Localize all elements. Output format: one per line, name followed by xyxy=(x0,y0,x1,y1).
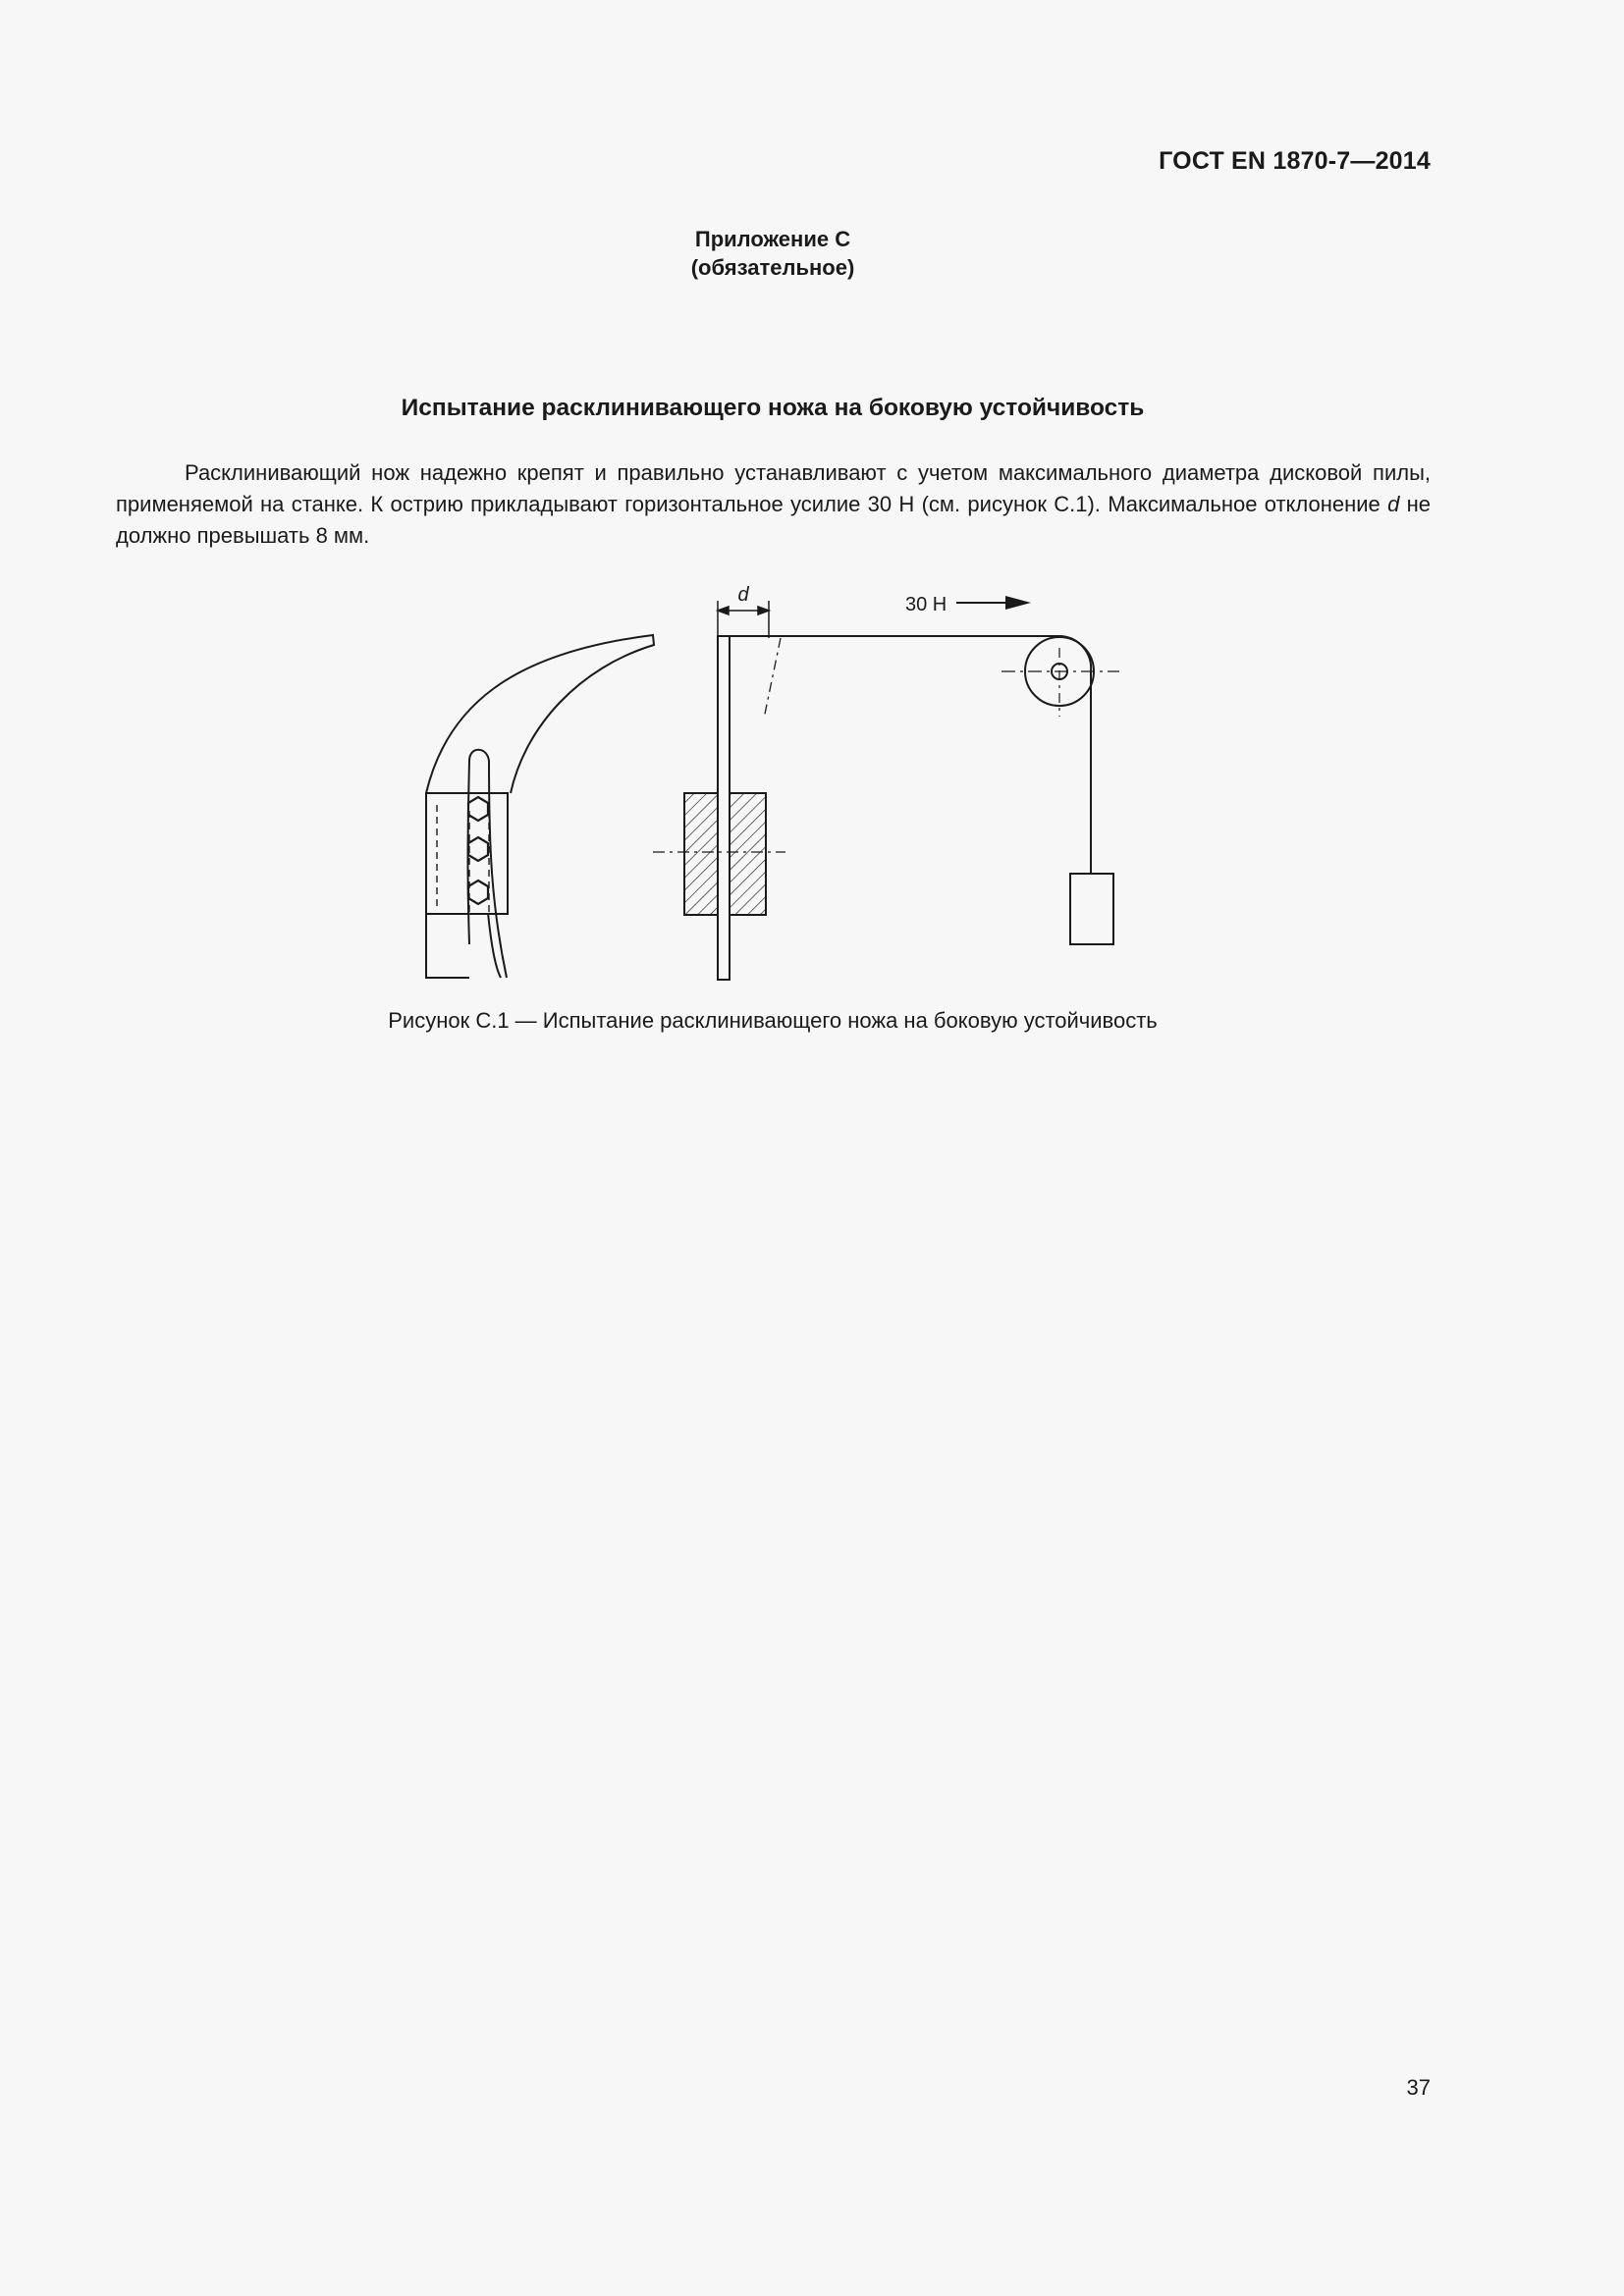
knife-front xyxy=(718,636,730,980)
page-number: 37 xyxy=(1406,2075,1431,2100)
bolt-bottom-icon xyxy=(468,881,488,904)
label-d: d xyxy=(737,584,749,606)
knife-slot xyxy=(468,750,508,978)
clamp-right-hatched xyxy=(730,793,766,915)
knife-tip xyxy=(488,913,501,978)
appendix-heading xyxy=(0,225,1545,282)
bolt-top-icon xyxy=(468,797,488,821)
appendix-status: (обязательное) xyxy=(690,255,855,280)
clamp-left-hatched xyxy=(684,793,718,915)
body-paragraph xyxy=(116,457,1431,552)
section-title: Испытание расклинивающего ножа на боковую устойчивость xyxy=(401,395,1145,421)
weight xyxy=(1070,874,1113,944)
clamp-block xyxy=(426,793,508,914)
bolt-middle-icon xyxy=(468,837,488,861)
deflected-knife-line xyxy=(764,638,781,719)
figure-caption: Рисунок С.1 — Испытание расклинивающего ножа на боковую устойчивость xyxy=(388,1008,1158,1033)
body-variable-d: d xyxy=(1387,492,1400,516)
clamp-base xyxy=(426,914,469,978)
standard-id: ГОСТ EN 1870-7—2014 xyxy=(1159,147,1431,175)
body-text-before: Расклинивающий нож надежно крепят и правильно устанавливают с учетом максимального диаметра дисковой пилы, применяемой на станке. К острию прикладывают горизонтальное усилие 30 Н (см. рисунок С.1). Максимальное отклонение xyxy=(116,460,1431,516)
knife-blade-outline xyxy=(426,635,654,793)
appendix-title: Приложение С xyxy=(694,227,851,251)
figure-c1 xyxy=(412,574,1149,996)
test-rig xyxy=(730,636,1119,944)
riving-knife-front-view xyxy=(653,636,785,980)
body-text-after: не должно превышать 8 мм. xyxy=(116,492,1431,548)
label-force: 30 Н xyxy=(905,594,947,615)
force-arrow-icon xyxy=(956,596,1031,610)
riving-knife-side-view xyxy=(426,635,654,978)
dimension-d xyxy=(718,601,769,638)
